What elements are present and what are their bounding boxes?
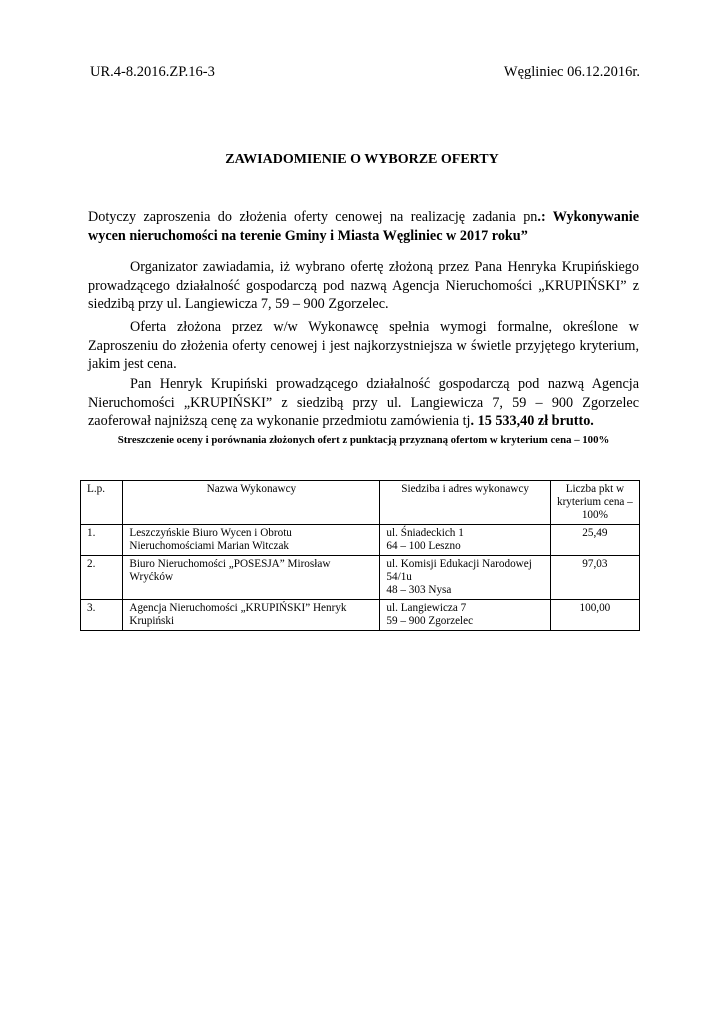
table-row — [81, 600, 640, 631]
cell-address — [380, 556, 550, 600]
cell-lp: 3. — [81, 600, 123, 631]
summary-heading: Streszczenie oceny i porównania złożonych ofert z punktacją przyznaną ofertom w kryterium cena – 100% — [117, 434, 610, 446]
cell-lp: 1. — [81, 525, 123, 556]
table-row — [81, 556, 640, 600]
price-amount: . 15 533,40 zł brutto. — [470, 413, 594, 429]
document-reference: UR.4-8.2016.ZP.16-3 — [90, 64, 215, 80]
address-line: ul. Komisji Edukacji Narodowej 54/1u — [386, 558, 532, 583]
paragraph-selection: Organizator zawiadamia, iż wybrano ofertę złożoną przez Pana Henryka Krupińskiego prowadzącego działalność gospodarczą pod nazwą Agencja Nieruchomości „KRUPIŃSKI” z siedzibą przy ul. Langiewicza 7, 59 – 900 Zgorzelec. — [88, 259, 639, 312]
document-title: ZAWIADOMIENIE O WYBORZE OFERTY — [225, 152, 499, 167]
header-contractor-name: Nazwa Wykonawcy — [123, 481, 380, 525]
cell-contractor-name: Leszczyńskie Biuro Wycen i Obrotu Nieruchomościami Marian Witczak — [123, 525, 380, 556]
cell-address — [380, 525, 550, 556]
header-address: Siedziba i adres wykonawcy — [380, 481, 550, 525]
cell-contractor-name: Biuro Nieruchomości „POSESJA” Mirosław Wryćków — [123, 556, 380, 600]
address-line: ul. Śniadeckich 1 — [386, 527, 464, 539]
paragraph-price-text: Pan Henryk Krupiński prowadzącego działalność gospodarczą pod nazwą Agencja Nieruchomości „KRUPIŃSKI” z siedzibą przy ul. Langiewicza 7, 59 – 900 Zgorzelec zaoferował najniższą cenę za wykonanie przedmiotu zamówienia tj — [88, 376, 639, 429]
subject-prefix: Dotyczy zaproszenia do złożenia oferty cenowej na realizację zadania pn — [88, 209, 538, 225]
paragraph-price — [88, 375, 639, 431]
address-line: 64 – 100 Leszno — [386, 540, 461, 552]
cell-lp: 2. — [81, 556, 123, 600]
address-line: 48 – 303 Nysa — [386, 584, 452, 596]
cell-address — [380, 600, 550, 631]
address-line: ul. Langiewicza 7 — [386, 602, 467, 614]
address-line: 59 – 900 Zgorzelec — [386, 615, 474, 627]
cell-score: 97,03 — [550, 556, 639, 600]
subject-task-name: .: Wykonywanie wycen nieruchomości na terenie Gminy i Miasta Węgliniec w 2017 roku” — [88, 209, 639, 244]
header-score: Liczba pkt w kryterium cena – 100% — [550, 481, 639, 525]
cell-score: 25,49 — [550, 525, 639, 556]
header-lp: L.p. — [81, 481, 123, 525]
offers-table — [80, 480, 640, 631]
place-date: Węgliniec 06.12.2016r. — [503, 64, 640, 80]
table-row — [81, 525, 640, 556]
paragraph-requirements: Oferta złożona przez w/w Wykonawcę spełnia wymogi formalne, określone w Zaproszeniu do złożenia oferty cenowej i jest najkorzystniejsza w świetle przyjętego kryterium, jakim jest cena. — [88, 319, 639, 372]
cell-contractor-name: Agencja Nieruchomości „KRUPIŃSKI” Henryk Krupiński — [123, 600, 380, 631]
subject-paragraph — [88, 208, 639, 245]
cell-score: 100,00 — [550, 600, 639, 631]
table-header-row — [81, 481, 640, 525]
